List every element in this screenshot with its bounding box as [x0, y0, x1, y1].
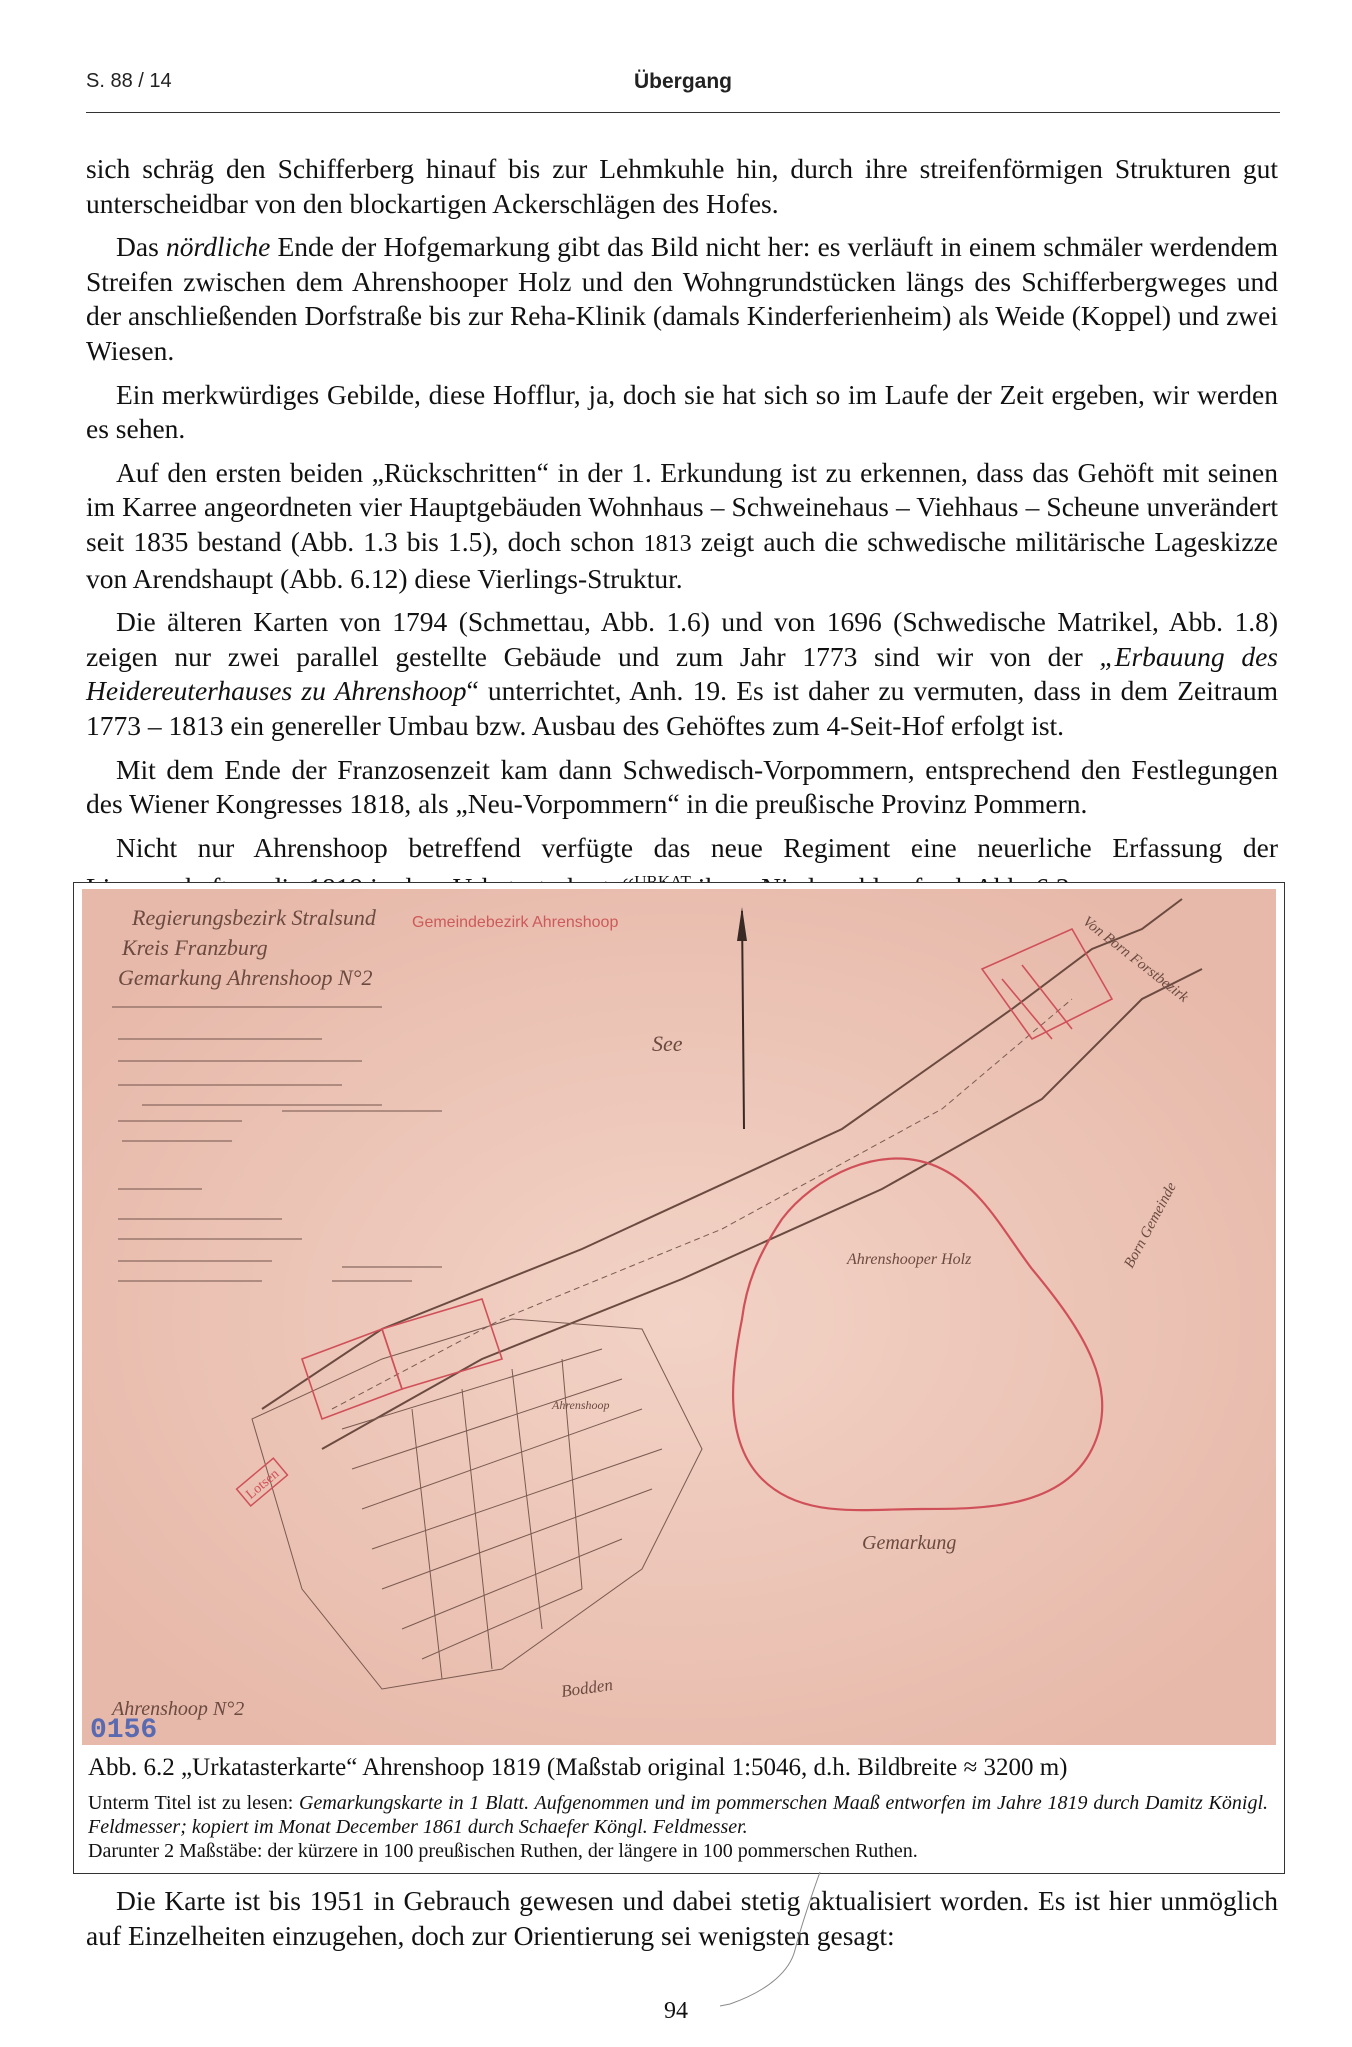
- figure-caption: Abb. 6.2 „Urkatasterkarte“ Ahrenshoop 1819 (Maßstab original 1:5046, d.h. Bildbreite ≈ 3200 m): [88, 1754, 1068, 1781]
- paragraph-2-text-b: Ende der Hofgemarkung gibt das Bild nicht her: es verläuft in einem schmäler werdendem Streifen zwischen dem Ahrenshooper Holz und den Wohngrundstücken längs des Schifferbergweges und der anschließenden Dorfstraße bis zur Reha-Klinik (damals Kinderferienheim) als Weide (Koppel) und zwei Wiesen.: [86, 231, 1278, 366]
- caption-intro: Unterm Titel ist zu lesen:: [88, 1792, 300, 1814]
- body-text: [86, 152, 1278, 915]
- lotse-label: Lotsen: [243, 1466, 283, 1503]
- municipality-stamp: Gemeindebezirk Ahrenshoop: [412, 914, 619, 931]
- paragraph-7-text-a: Nicht nur Ahrenshoop betreffend verfügte das neue Regiment eine neuerliche Erfassung der: [116, 831, 1278, 863]
- running-title: Übergang: [633, 70, 732, 93]
- label-see: See: [652, 1031, 683, 1056]
- caption-transcription: Gemarkungskarte in 1 Blatt. Aufgenommen und im pommerschen Maaß entworfen im Jahre 1819 durch Damitz Königl. Feldmesser; kopiert im Monat December 1861 durch Schaefer Köngl. Feldmesser.: [88, 1792, 1269, 1838]
- label-bottom-left: Ahrenshoop N°2: [112, 1698, 245, 1720]
- paragraph-8: Die Karte ist bis 1951 in Gebrauch gewesen und dabei stetig aktualisiert worden. Es ist hier unmöglich auf Einzelheiten einzugehen, doch zur Orientierung sei wenigsten gesagt:: [86, 1885, 1278, 1951]
- label-born-gemeinde: Born Gemeinde: [1121, 1179, 1180, 1271]
- paragraph-5-emphasis: „Erbauung des Heidereuterhauses zu Ahrenshoop: [86, 640, 1278, 707]
- map-title-line-1: Regierungsbezirk Stralsund: [132, 905, 376, 930]
- label-corner: Von Born Forstbezirk: [1079, 913, 1192, 1006]
- paragraph-6: Mit dem Ende der Franzosenzeit kam dann Schwedisch-Vorpommern, entsprechend den Festlegungen des Wiener Kongresses 1818, als „Neu-Vorpommern“ in die preußische Provinz Pommern.: [86, 753, 1278, 820]
- map-title-line-3: Gemarkung Ahrenshoop N°2: [118, 965, 373, 990]
- paragraph-2-emphasis: nördliche: [165, 231, 271, 263]
- map-paper: [82, 889, 1276, 1745]
- paragraph-1: sich schräg den Schifferberg hinauf bis zur Lehmkuhle hin, durch ihre streifenförmigen Strukturen gut unterscheidbar von den blockartigen Ackerschlägen des Hofes.: [86, 153, 1278, 219]
- map-drawing: [82, 889, 1276, 1745]
- paragraph-2-text-a: Das: [116, 231, 166, 263]
- page-header: [86, 70, 1280, 113]
- paragraph-4-text-b: zeigt auch die schwedische militärische Lageskizze von Arendshaupt (Abb. 6.12) diese Vierlings-Struktur.: [86, 525, 1278, 594]
- paragraph-5-text-b: “ unterrichtet, Anh. 19. Es ist daher zu vermuten, dass in dem Zeitraum 1773 – 1813 ein genereller Umbau bzw. Ausbau des Gehöftes zum 4-Seit-Hof erfolgt ist.: [86, 675, 1278, 741]
- paragraph-5-text-a: Die älteren Karten von 1794 (Schmettau, Abb. 1.6) und von 1696 (Schwedische Matrikel, Abb. 1.8) zeigen nur zwei parallel gestellte Gebäude und zum Jahr 1773 sind wir von der: [86, 606, 1278, 672]
- paragraph-4: [86, 456, 1278, 596]
- paragraph-4-year: 1813: [643, 530, 692, 557]
- paragraph-2: [86, 230, 1278, 368]
- paragraph-4-text-a: Auf den ersten beiden „Rückschritten“ in der 1. Erkundung ist zu erkennen, dass das Gehöft mit seinen im Karree angeordneten vier Hauptgebäuden Wohnhaus – Schweinehaus – Viehhaus – Scheune unverändert seit 1835 bestand (Abb. 1.3 bis 1.5), doch schon: [86, 456, 1278, 557]
- label-forest: Ahrenshooper Holz: [847, 1251, 972, 1268]
- figure-caption-details: [88, 1791, 1268, 1863]
- closing-text: [86, 1884, 1278, 1953]
- paragraph-5: [86, 605, 1278, 743]
- cadastral-map-image: [82, 889, 1276, 1745]
- map-title-line-2: Kreis Franzburg: [122, 935, 268, 960]
- page-reference: S. 88 / 14: [86, 70, 172, 92]
- caption-scales: Darunter 2 Maßstäbe: der kürzere in 100 preußischen Ruthen, der längere in 100 pommerschen Ruthen.: [88, 1840, 918, 1862]
- figure-6-2: [73, 882, 1285, 1874]
- label-gemarkung: Gemarkung: [862, 1532, 957, 1554]
- page-number: 94: [664, 1998, 688, 2024]
- archive-number: 0156: [90, 1715, 158, 1745]
- label-village: Ahrenshoop: [552, 1398, 610, 1412]
- paragraph-3: Ein merkwürdiges Gebilde, diese Hofflur, ja, doch sie hat sich so im Laufe der Zeit ergeben, wir werden es sehen.: [86, 378, 1278, 445]
- caption-title-transcription: [88, 1791, 1268, 1839]
- label-bodden: Bodden: [559, 1674, 614, 1701]
